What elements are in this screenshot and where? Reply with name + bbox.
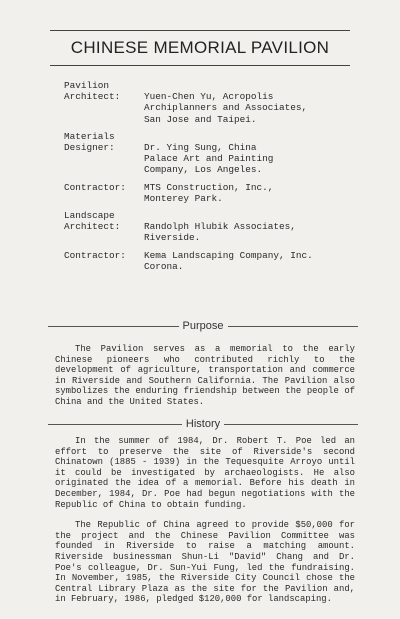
credit-value: Kema Landscaping Company, Inc. Corona. xyxy=(144,249,313,272)
purpose-heading xyxy=(48,318,358,334)
paragraph: The Republic of China agreed to provide $50,000 for the project and the Chinese Pavilion Committee was founded in Riverside to raise a matching amount. Riverside businessman Shun-Li "David" Chang and Dr. Poe's colleague, Dr. Sun-Yui Fung, led the fundraising. In November, 1985, the Riverside City Council chose the Central Library Plaza as the site for the Pavilion and, in February, 1986, pledged $120,000 for landscaping. xyxy=(55,520,355,605)
purpose-text xyxy=(55,344,355,418)
divider xyxy=(48,326,179,327)
divider xyxy=(224,424,358,425)
credit-row xyxy=(64,210,384,244)
paragraph: In the summer of 1984, Dr. Robert T. Poe led an effort to preserve the site of Riverside's second Chinatown (1885 - 1939) in the Tequesquite Arroyo until it could be investigated by archaeologists. He also originated the idea of a memorial. Before his death in December, 1984, Dr. Poe had begun negotiations with the Republic of China to obtain funding. xyxy=(55,436,355,510)
credit-value: Yuen-Chen Yu, Acropolis Archiplanners and Associates, San Jose and Taipei. xyxy=(144,91,308,125)
credit-value: Dr. Ying Sung, China Palace Art and Painting Company, Los Angeles. xyxy=(144,142,274,176)
credit-row xyxy=(64,80,384,125)
credit-value: Randolph Hlubik Associates, Riverside. xyxy=(144,221,296,244)
credits-list xyxy=(64,80,384,278)
credit-row xyxy=(64,131,384,176)
purpose-heading-label: Purpose xyxy=(182,320,224,332)
history-heading-label: History xyxy=(185,418,221,430)
divider xyxy=(48,424,182,425)
credit-role: Landscape Architect: xyxy=(64,210,121,233)
divider xyxy=(228,326,359,327)
credit-value: MTS Construction, Inc., Monterey Park. xyxy=(144,181,274,204)
credit-role: Pavilion Architect: xyxy=(64,80,121,103)
credit-row xyxy=(64,250,384,272)
credit-role: Contractor: xyxy=(64,249,126,261)
paragraph: The Pavilion serves as a memorial to the early Chinese pioneers who contributed richly to the development of agriculture, transportation and commerce in Riverside and Southern California. The Pavilion also symbolizes the enduring friendship between the people of China and the United States. xyxy=(55,344,355,407)
credit-row xyxy=(64,182,384,204)
credit-role: Contractor: xyxy=(64,181,126,193)
page-title: CHINESE MEMORIAL PAVILION xyxy=(50,30,350,66)
history-text xyxy=(55,436,355,615)
history-heading xyxy=(48,416,358,432)
credit-role: Materials Designer: xyxy=(64,130,115,154)
